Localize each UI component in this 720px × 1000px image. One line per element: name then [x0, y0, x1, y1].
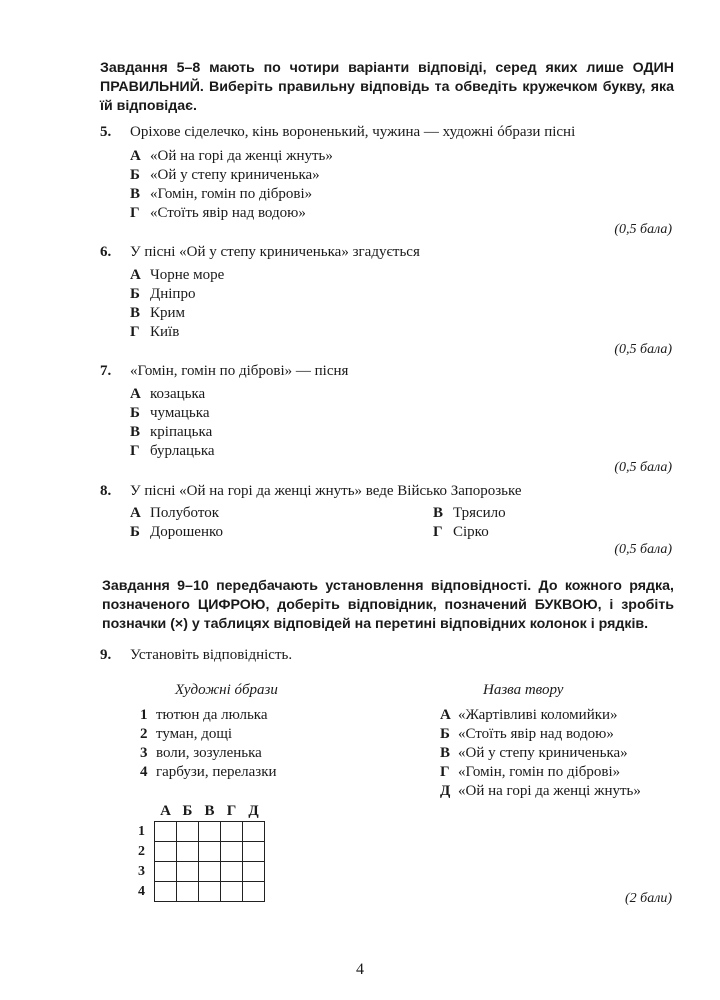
page-number: 4	[356, 961, 364, 978]
question-8-text: У пісні «Ой на горі да женці жнуть» веде Військо Запорозьке	[130, 483, 522, 499]
question-8-option-c[interactable]	[433, 505, 506, 522]
item-text: «Стоїть явір над водою»	[458, 726, 614, 742]
grid-cell[interactable]	[155, 822, 177, 842]
right-column-header: Назва твору	[483, 682, 564, 698]
option-letter: А	[130, 148, 141, 164]
instruction-line: Завдання 9–10 передбачають установлення відповідності. До кожного рядка,	[102, 578, 674, 594]
question-6-text: У пісні «Ой у степу криниченька» згадується	[130, 244, 420, 260]
grid-row-label: 1	[138, 823, 145, 839]
question-7-option-d[interactable]	[130, 443, 215, 460]
item-letter: Г	[440, 764, 450, 780]
match-left-item-2	[140, 726, 232, 743]
option-text: Дорошенко	[150, 524, 223, 540]
grid-cell[interactable]	[155, 862, 177, 882]
option-text: «Гомін, гомін по діброві»	[150, 186, 313, 202]
item-number: 2	[140, 726, 148, 742]
option-letter: В	[130, 186, 141, 202]
question-6-number: 6.	[100, 244, 112, 260]
grid-cell[interactable]	[199, 822, 221, 842]
question-7-option-c[interactable]	[130, 424, 212, 441]
grid-row-label: 4	[138, 883, 145, 899]
question-7-option-a[interactable]	[130, 386, 205, 403]
option-letter: А	[130, 267, 141, 283]
question-9-text: Установіть відповідність.	[130, 647, 293, 663]
question-8-option-a[interactable]	[130, 505, 219, 522]
grid-cell[interactable]	[177, 842, 199, 862]
option-text: бурлацька	[150, 443, 215, 459]
option-letter: В	[130, 424, 141, 440]
question-5-score: (0,5 бала)	[614, 222, 672, 237]
option-letter: Г	[130, 205, 140, 221]
instruction-line: Завдання 5–8 мають по чотири варіанти відповіді, серед яких лише ОДИН	[100, 60, 674, 76]
option-letter: А	[130, 505, 141, 521]
instruction-line: ПРАВИЛЬНИЙ. Виберіть правильну відповідь та обведіть кружечком букву, яка	[100, 79, 674, 95]
grid-col-header: В	[204, 802, 215, 819]
item-text: туман, дощі	[156, 726, 233, 742]
item-letter: А	[440, 707, 451, 723]
option-letter: Б	[130, 286, 140, 302]
left-column-header: Художні óбрази	[175, 682, 278, 698]
option-letter: Б	[130, 405, 140, 421]
question-8-option-b[interactable]	[130, 524, 223, 541]
option-letter: В	[433, 505, 444, 521]
instruction-5-8	[100, 59, 674, 116]
grid-col-header: А	[160, 802, 171, 819]
item-letter: В	[440, 745, 451, 761]
question-6-option-a[interactable]	[130, 267, 224, 284]
question-8-score: (0,5 бала)	[614, 542, 672, 557]
grid-col-header: Д	[248, 802, 259, 819]
item-text: «Гомін, гомін по діброві»	[458, 764, 621, 780]
option-text: Сірко	[453, 524, 489, 540]
grid-cell[interactable]	[199, 862, 221, 882]
question-7-text: «Гомін, гомін по діброві» — пісня	[130, 363, 349, 379]
grid-cell[interactable]	[155, 842, 177, 862]
match-right-item-b	[440, 726, 614, 743]
question-5-text: Оріхове сіделечко, кінь вороненький, чужина — художні óбрази пісні	[130, 124, 576, 140]
grid-cell[interactable]	[155, 882, 177, 902]
grid-cell[interactable]	[177, 882, 199, 902]
question-6-option-b[interactable]	[130, 286, 195, 303]
question-5-option-d[interactable]	[130, 205, 306, 222]
instruction-9-10	[102, 577, 674, 634]
option-text: кріпацька	[150, 424, 213, 440]
match-right-item-c	[440, 745, 628, 762]
item-number: 1	[140, 707, 148, 723]
grid-cell[interactable]	[243, 862, 265, 882]
instruction-line: позначеного ЦИФРОЮ, доберіть відповідник, позначений БУКВОЮ, і зробіть	[102, 597, 674, 613]
option-text: Чорне море	[150, 267, 225, 283]
question-9-number: 9.	[100, 647, 112, 663]
option-text: козацька	[150, 386, 206, 402]
match-right-item-a	[440, 707, 618, 724]
match-left-item-1	[140, 707, 268, 724]
item-text: «Жартівливі коломийки»	[458, 707, 618, 723]
answer-grid	[138, 801, 265, 902]
option-letter: Г	[433, 524, 443, 540]
option-text: «Стоїть явір над водою»	[150, 205, 306, 221]
grid-col-header: Г	[226, 802, 237, 819]
match-left-item-4	[140, 764, 277, 781]
grid-cell[interactable]	[177, 822, 199, 842]
grid-cell[interactable]	[199, 882, 221, 902]
option-text: Дніпро	[150, 286, 196, 302]
question-7-number: 7.	[100, 363, 112, 379]
option-letter: Г	[130, 324, 140, 340]
grid-cell[interactable]	[221, 882, 243, 902]
instruction-line: їй відповідає.	[100, 98, 197, 114]
question-5-option-b[interactable]	[130, 167, 320, 184]
question-5-option-a[interactable]	[130, 148, 333, 165]
grid-cell[interactable]	[243, 842, 265, 862]
item-text: воли, зозуленька	[156, 745, 262, 761]
grid-row-label: 3	[138, 863, 145, 879]
grid-row-label: 2	[138, 843, 145, 859]
question-8-number: 8.	[100, 483, 112, 499]
item-letter: Б	[440, 726, 450, 742]
grid-cell[interactable]	[243, 822, 265, 842]
option-text: «Ой на горі да женці жнуть»	[150, 148, 333, 164]
question-6-option-d[interactable]	[130, 324, 179, 341]
grid-cell[interactable]	[221, 842, 243, 862]
grid-cell[interactable]	[221, 862, 243, 882]
match-right-item-d	[440, 764, 620, 781]
grid-cell[interactable]	[243, 882, 265, 902]
option-letter: В	[130, 305, 141, 321]
option-text: Полуботок	[150, 505, 220, 521]
option-text: Трясило	[453, 505, 506, 521]
grid-cell[interactable]	[221, 822, 243, 842]
question-7-score: (0,5 бала)	[614, 460, 672, 475]
item-number: 4	[140, 764, 148, 780]
item-text: «Ой у степу криниченька»	[458, 745, 628, 761]
grid-cell[interactable]	[199, 842, 221, 862]
option-letter: Б	[130, 524, 140, 540]
question-6-option-c[interactable]	[130, 305, 185, 322]
item-text: гарбузи, перелазки	[156, 764, 277, 780]
item-text: тютюн да люлька	[156, 707, 268, 723]
question-9-score: (2 бали)	[625, 891, 672, 906]
option-letter: Б	[130, 167, 140, 183]
option-letter: Г	[130, 443, 140, 459]
option-text: Крим	[150, 305, 186, 321]
question-5-option-c[interactable]	[130, 186, 312, 203]
question-5-number: 5.	[100, 124, 112, 140]
question-7-option-b[interactable]	[130, 405, 209, 422]
grid-col-header: Б	[182, 802, 193, 819]
match-left-item-3	[140, 745, 262, 762]
option-letter: А	[130, 386, 141, 402]
option-text: Київ	[150, 324, 180, 340]
option-text: «Ой у степу криниченька»	[150, 167, 320, 183]
question-6-score: (0,5 бала)	[614, 342, 672, 357]
instruction-line: позначки (×) у таблицях відповідей на перетині відповідних колонок і рядків.	[102, 616, 649, 632]
question-8-option-d[interactable]	[433, 524, 489, 541]
item-letter: Д	[440, 783, 451, 799]
item-number: 3	[140, 745, 148, 761]
match-right-item-e	[440, 783, 641, 800]
item-text: «Ой на горі да женці жнуть»	[458, 783, 641, 799]
grid-cell[interactable]	[177, 862, 199, 882]
option-text: чумацька	[150, 405, 210, 421]
